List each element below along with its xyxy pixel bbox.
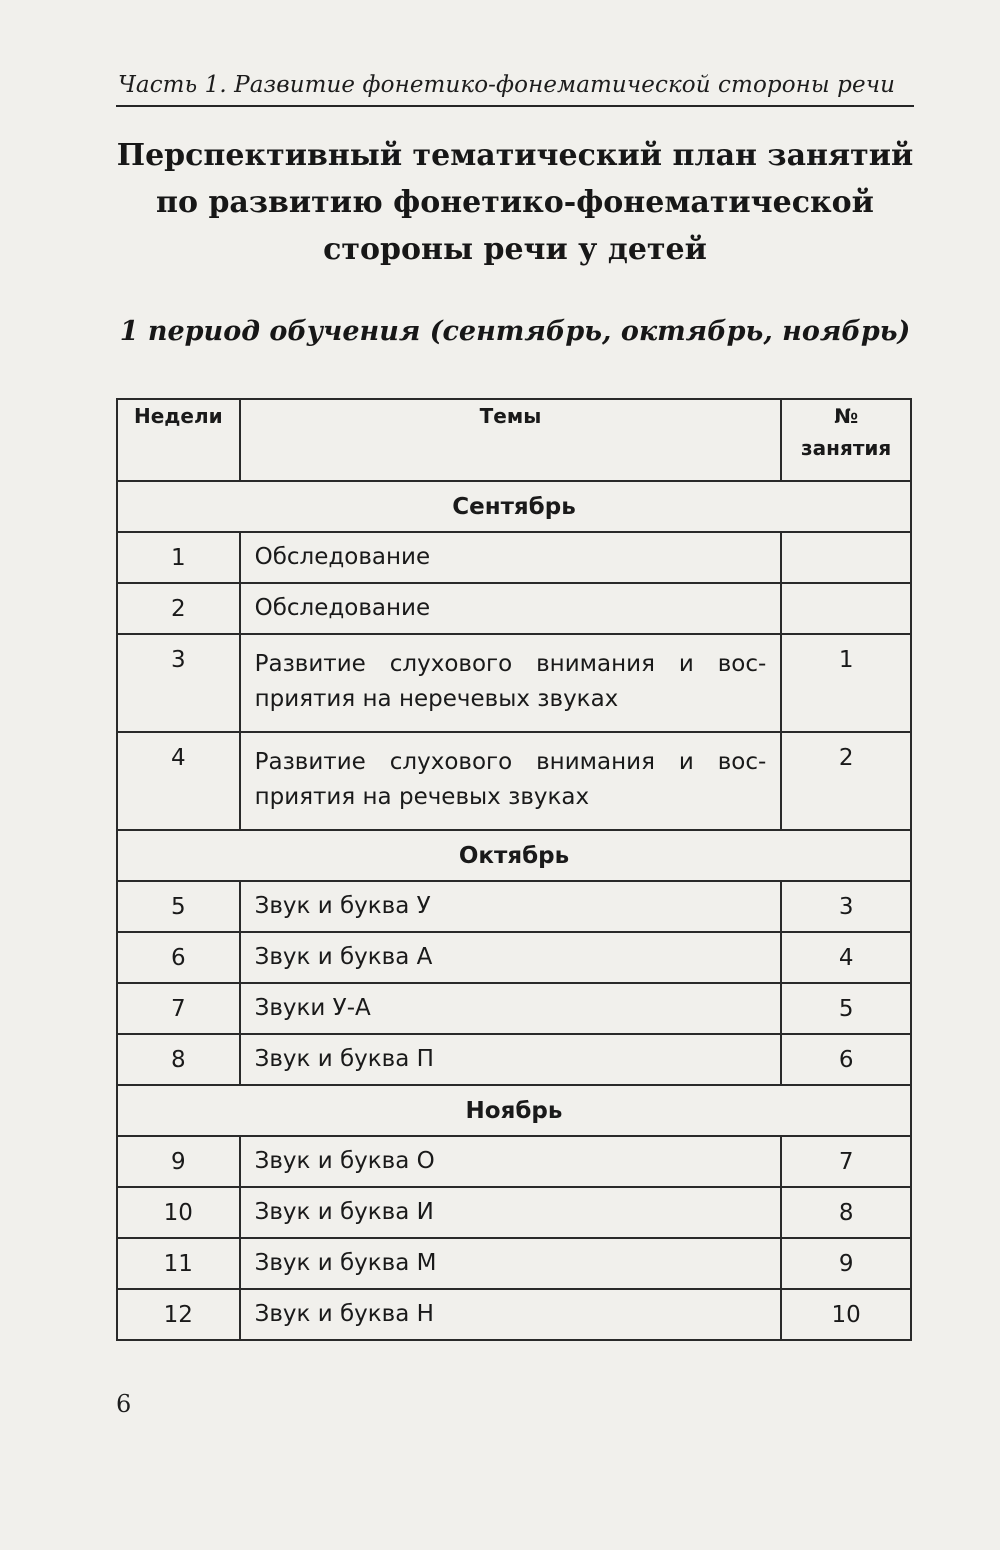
table-row	[117, 732, 911, 830]
week-cell: 2	[117, 583, 240, 634]
week-cell: 4	[117, 732, 240, 830]
title-line-1: Перспективный тематический план занятий	[116, 138, 914, 173]
topic-cell: Звук и буква У	[240, 881, 782, 932]
table-row	[117, 583, 911, 634]
table-row	[117, 532, 911, 583]
topic-cell: Развитие слухового внимания и вос-приятия на речевых звуках	[240, 732, 782, 830]
lesson-number-cell	[781, 532, 911, 583]
header-topics: Темы	[240, 399, 782, 481]
lesson-number-cell: 9	[781, 1238, 911, 1289]
period-heading: 1 период обучения (сентябрь, октябрь, ноябрь)	[119, 316, 911, 347]
week-cell: 9	[117, 1136, 240, 1187]
lesson-number-cell: 6	[781, 1034, 911, 1085]
page-title	[110, 132, 920, 273]
table-header-row	[117, 399, 911, 481]
table-row	[117, 983, 911, 1034]
topic-cell: Звук и буква П	[240, 1034, 782, 1085]
header-number-line1: №	[834, 404, 859, 428]
page-number: 6	[116, 1390, 132, 1418]
title-line-2: по развитию фонетико-фонематической	[156, 185, 874, 220]
lesson-number-cell	[781, 583, 911, 634]
week-cell: 5	[117, 881, 240, 932]
week-cell: 8	[117, 1034, 240, 1085]
month-row-september	[117, 481, 911, 532]
lesson-number-cell: 5	[781, 983, 911, 1034]
month-label: Октябрь	[117, 830, 911, 881]
title-line-3: стороны речи у детей	[323, 232, 707, 267]
header-number	[781, 399, 911, 481]
header-weeks: Недели	[117, 399, 240, 481]
lesson-number-cell: 3	[781, 881, 911, 932]
week-cell: 3	[117, 634, 240, 732]
table-row	[117, 932, 911, 983]
running-head: Часть 1. Развитие фонетико-фонематической стороны речи	[118, 72, 896, 98]
lesson-number-cell: 10	[781, 1289, 911, 1340]
topic-cell: Обследование	[240, 532, 782, 583]
lesson-number-cell: 8	[781, 1187, 911, 1238]
topic-cell: Обследование	[240, 583, 782, 634]
lesson-number-cell: 4	[781, 932, 911, 983]
lesson-number-cell: 2	[781, 732, 911, 830]
table-row	[117, 881, 911, 932]
lesson-plan-table	[116, 398, 912, 1341]
table-row	[117, 1289, 911, 1340]
table-row	[117, 1034, 911, 1085]
table-row	[117, 1136, 911, 1187]
week-cell: 6	[117, 932, 240, 983]
month-row-november	[117, 1085, 911, 1136]
header-number-line2: занятия	[801, 436, 892, 460]
topic-cell: Звуки У-А	[240, 983, 782, 1034]
month-label: Ноябрь	[117, 1085, 911, 1136]
week-cell: 12	[117, 1289, 240, 1340]
topic-cell: Звук и буква М	[240, 1238, 782, 1289]
month-label: Сентябрь	[117, 481, 911, 532]
table-row	[117, 1238, 911, 1289]
table-row	[117, 1187, 911, 1238]
lesson-number-cell: 7	[781, 1136, 911, 1187]
topic-cell: Звук и буква И	[240, 1187, 782, 1238]
topic-cell: Звук и буква Н	[240, 1289, 782, 1340]
table-row	[117, 634, 911, 732]
month-row-october	[117, 830, 911, 881]
week-cell: 1	[117, 532, 240, 583]
topic-cell: Звук и буква А	[240, 932, 782, 983]
week-cell: 7	[117, 983, 240, 1034]
lesson-number-cell: 1	[781, 634, 911, 732]
header-rule	[116, 105, 914, 107]
topic-cell: Развитие слухового внимания и вос-приятия на неречевых звуках	[240, 634, 782, 732]
week-cell: 11	[117, 1238, 240, 1289]
topic-cell: Звук и буква О	[240, 1136, 782, 1187]
week-cell: 10	[117, 1187, 240, 1238]
